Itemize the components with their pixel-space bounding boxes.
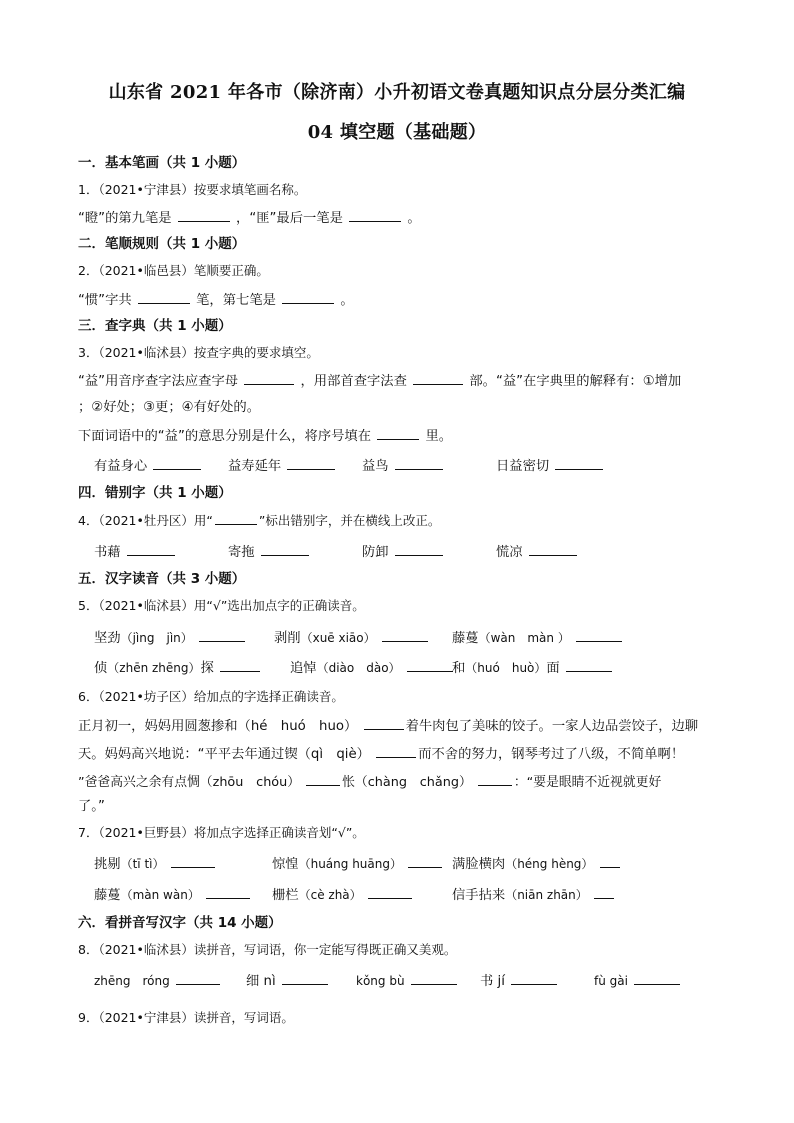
pinyin-options[interactable]: （héng hèng） <box>505 857 594 871</box>
document-title: 山东省 2021 年各市（除济南）小升初语文卷真题知识点分层分类汇编 <box>108 82 686 103</box>
answer-blank[interactable] <box>220 657 260 672</box>
answer-blank[interactable] <box>127 541 175 556</box>
answer-blank[interactable] <box>395 541 443 556</box>
pinyin-item <box>94 970 222 992</box>
answer-blank[interactable] <box>413 370 463 385</box>
pinyin: kǒng bù <box>356 974 405 988</box>
answer-blank[interactable] <box>576 627 622 642</box>
word: 书藉 <box>94 545 121 560</box>
section-heading: 四．错别字（共 1 小题） <box>78 485 232 501</box>
word-item <box>94 541 177 563</box>
pinyin-options[interactable]: （zhēn zhēng） <box>107 661 201 675</box>
text: 而不舍的努力，钢琴考过了八级，不简单啊！ <box>418 747 685 762</box>
word: 惊惶 <box>272 857 299 872</box>
answer-blank[interactable] <box>287 455 335 470</box>
answer-blank[interactable] <box>511 970 557 985</box>
question-1-prompt: 1．（2021•宁津县）按要求填笔画名称。 <box>78 182 307 197</box>
reading-item <box>272 853 444 875</box>
word: 追悼 <box>290 661 317 676</box>
word: 挑剔 <box>94 857 121 872</box>
text: ：“要是眼睛不近视就更好 <box>513 775 662 790</box>
text: 。 <box>407 211 421 226</box>
text: 笔，第七笔是 <box>196 293 276 308</box>
text: 里。 <box>425 429 453 444</box>
word: 信手拈来 <box>452 888 506 903</box>
word-item <box>94 455 203 477</box>
text: “惯”字共 <box>78 293 132 308</box>
word: 慌凉 <box>496 545 523 560</box>
word: 剥削 <box>274 631 301 646</box>
question-3-line <box>78 370 681 392</box>
pinyin-options[interactable]: （huáng huāng） <box>298 857 402 871</box>
answer-blank[interactable] <box>349 207 401 222</box>
text: 天。妈妈高兴地说：“平平去年通过锲（qì qiè） <box>78 747 370 762</box>
word: 益寿延年 <box>228 459 282 474</box>
question-6-prompt: 6．（2021•坊子区）给加点的字选择正确读音。 <box>78 689 344 704</box>
answer-blank[interactable] <box>555 455 603 470</box>
text: 4．（2021•牡丹区）用“ <box>78 513 213 528</box>
pinyin-options[interactable]: （huó huò） <box>465 661 547 675</box>
question-3-prompt: 3．（2021•临沭县）按查字典的要求填空。 <box>78 345 319 360</box>
section-heading: 五．汉字读音（共 3 小题） <box>78 571 246 587</box>
answer-blank[interactable] <box>368 884 412 899</box>
answer-blank[interactable] <box>138 289 190 304</box>
answer-blank[interactable] <box>408 853 442 868</box>
text: ，“匪”最后一笔是 <box>236 211 343 226</box>
word-item <box>228 455 337 477</box>
pinyin-options[interactable]: （màn wàn） <box>120 888 200 902</box>
answer-blank[interactable] <box>282 970 328 985</box>
pinyin-item <box>246 970 330 992</box>
pinyin: 细 nì <box>246 974 276 989</box>
word: 藤蔓 <box>452 631 479 646</box>
word-item <box>496 455 605 477</box>
pinyin-options[interactable]: （cè zhà） <box>298 888 362 902</box>
answer-blank[interactable] <box>395 455 443 470</box>
text: “益”用音序查字法应查字母 <box>78 374 239 389</box>
pinyin-item <box>480 970 559 992</box>
reading-item <box>94 657 262 679</box>
pinyin: zhēng róng <box>94 974 170 988</box>
reading-item <box>452 627 624 649</box>
answer-blank[interactable] <box>364 715 404 730</box>
answer-blank[interactable] <box>566 657 612 672</box>
text: 下面词语中的“益”的意思分别是什么，将序号填在 <box>78 429 372 444</box>
word-item <box>496 541 579 563</box>
answer-blank[interactable] <box>244 370 294 385</box>
word: 探 <box>200 661 214 676</box>
question-1-line <box>78 207 421 229</box>
answer-blank[interactable] <box>382 627 428 642</box>
word: 有益身心 <box>94 459 148 474</box>
question-3-line: ；②好处；③更；④有好处的。 <box>78 400 261 415</box>
pinyin-options[interactable]: （diào dào） <box>316 661 401 675</box>
question-6-line: 了。” <box>78 799 105 814</box>
answer-blank[interactable] <box>594 884 614 899</box>
text: ”爸爸高兴之余有点惆（zhōu chóu） <box>78 775 301 790</box>
reading-item <box>452 884 616 906</box>
answer-blank[interactable] <box>600 853 620 868</box>
answer-blank[interactable] <box>411 970 457 985</box>
question-2-line <box>78 289 354 311</box>
pinyin-options[interactable]: （niān zhān） <box>505 888 588 902</box>
word: 防卸 <box>362 545 389 560</box>
text: ，用部首查字法查 <box>300 374 407 389</box>
pinyin-item <box>594 970 682 992</box>
answer-blank[interactable] <box>178 207 230 222</box>
answer-blank[interactable] <box>478 771 512 786</box>
word: 益鸟 <box>362 459 389 474</box>
question-4-prompt <box>78 510 440 531</box>
question-7-prompt: 7．（2021•巨野县）将加点字选择正确读音划“√”。 <box>78 825 365 840</box>
word: 满脸横肉 <box>452 857 506 872</box>
text: 怅（chàng chǎng） <box>342 775 472 790</box>
answer-blank[interactable] <box>261 541 309 556</box>
question-6-line <box>78 715 698 737</box>
pinyin-options[interactable]: （jìng jìn） <box>120 631 193 645</box>
answer-blank[interactable] <box>407 657 453 672</box>
text: ”标出错别字，并在横线上改正。 <box>258 513 441 528</box>
reading-item <box>94 853 217 875</box>
pinyin-options[interactable]: （xuē xiāo） <box>300 631 376 645</box>
word: 侦 <box>94 661 108 676</box>
word: 栅栏 <box>272 888 299 903</box>
question-3-line <box>78 425 452 447</box>
answer-blank[interactable] <box>376 743 416 758</box>
answer-blank[interactable] <box>377 425 419 440</box>
answer-blank[interactable] <box>171 853 215 868</box>
reading-item <box>452 657 614 679</box>
word-item <box>228 541 311 563</box>
section-heading: 六．看拼音写汉字（共 14 小题） <box>78 915 282 931</box>
question-2-prompt: 2．（2021•临邑县）笔顺要正确。 <box>78 263 269 278</box>
text: 着牛肉包了美味的饺子。一家人边品尝饺子，边聊 <box>405 719 699 734</box>
section-heading: 一．基本笔画（共 1 小题） <box>78 155 246 171</box>
reading-item <box>94 627 247 649</box>
text: 部。“益”在字典里的解释有：①增加 <box>469 374 682 389</box>
question-5-prompt: 5．（2021•临沭县）用“√”选出加点字的正确读音。 <box>78 598 365 613</box>
reading-item <box>274 627 430 649</box>
answer-blank[interactable] <box>634 970 680 985</box>
pinyin: fù gài <box>594 974 628 988</box>
word: 和 <box>452 661 466 676</box>
word: 日益密切 <box>496 459 550 474</box>
text: “瞪”的第九笔是 <box>78 211 172 226</box>
pinyin-options[interactable]: （wàn màn ） <box>478 631 570 645</box>
answer-blank[interactable] <box>282 289 334 304</box>
reading-item <box>94 884 252 906</box>
pinyin-item <box>356 970 459 992</box>
pinyin: 书 jí <box>480 974 505 989</box>
section-heading: 二．笔顺规则（共 1 小题） <box>78 236 246 252</box>
word: 坚劲 <box>94 631 121 646</box>
reading-item <box>452 853 622 875</box>
answer-blank[interactable] <box>153 455 201 470</box>
word: 藤蔓 <box>94 888 121 903</box>
question-9-prompt: 9．（2021•宁津县）读拼音，写词语。 <box>78 1010 294 1025</box>
answer-blank[interactable] <box>176 970 220 985</box>
text: 。 <box>340 293 354 308</box>
underline-mark <box>215 510 257 525</box>
pinyin-options[interactable]: （tī tì） <box>120 857 165 871</box>
question-8-prompt: 8．（2021•临沭县）读拼音，写词语，你一定能写得既正确又美观。 <box>78 942 457 957</box>
question-6-line <box>78 771 661 793</box>
word-item <box>362 455 445 477</box>
word-item <box>362 541 445 563</box>
reading-item <box>290 657 455 679</box>
answer-blank[interactable] <box>199 627 245 642</box>
word: 面 <box>546 661 560 676</box>
document-subtitle: 04 填空题（基础题） <box>307 122 487 143</box>
question-6-line <box>78 743 684 765</box>
text: 正月初一，妈妈用圆葱掺和（hé huó huo） <box>78 719 358 734</box>
answer-blank[interactable] <box>206 884 250 899</box>
answer-blank[interactable] <box>306 771 340 786</box>
answer-blank[interactable] <box>529 541 577 556</box>
word: 寄拖 <box>228 545 255 560</box>
section-heading: 三．查字典（共 1 小题） <box>78 318 232 334</box>
reading-item <box>272 884 414 906</box>
